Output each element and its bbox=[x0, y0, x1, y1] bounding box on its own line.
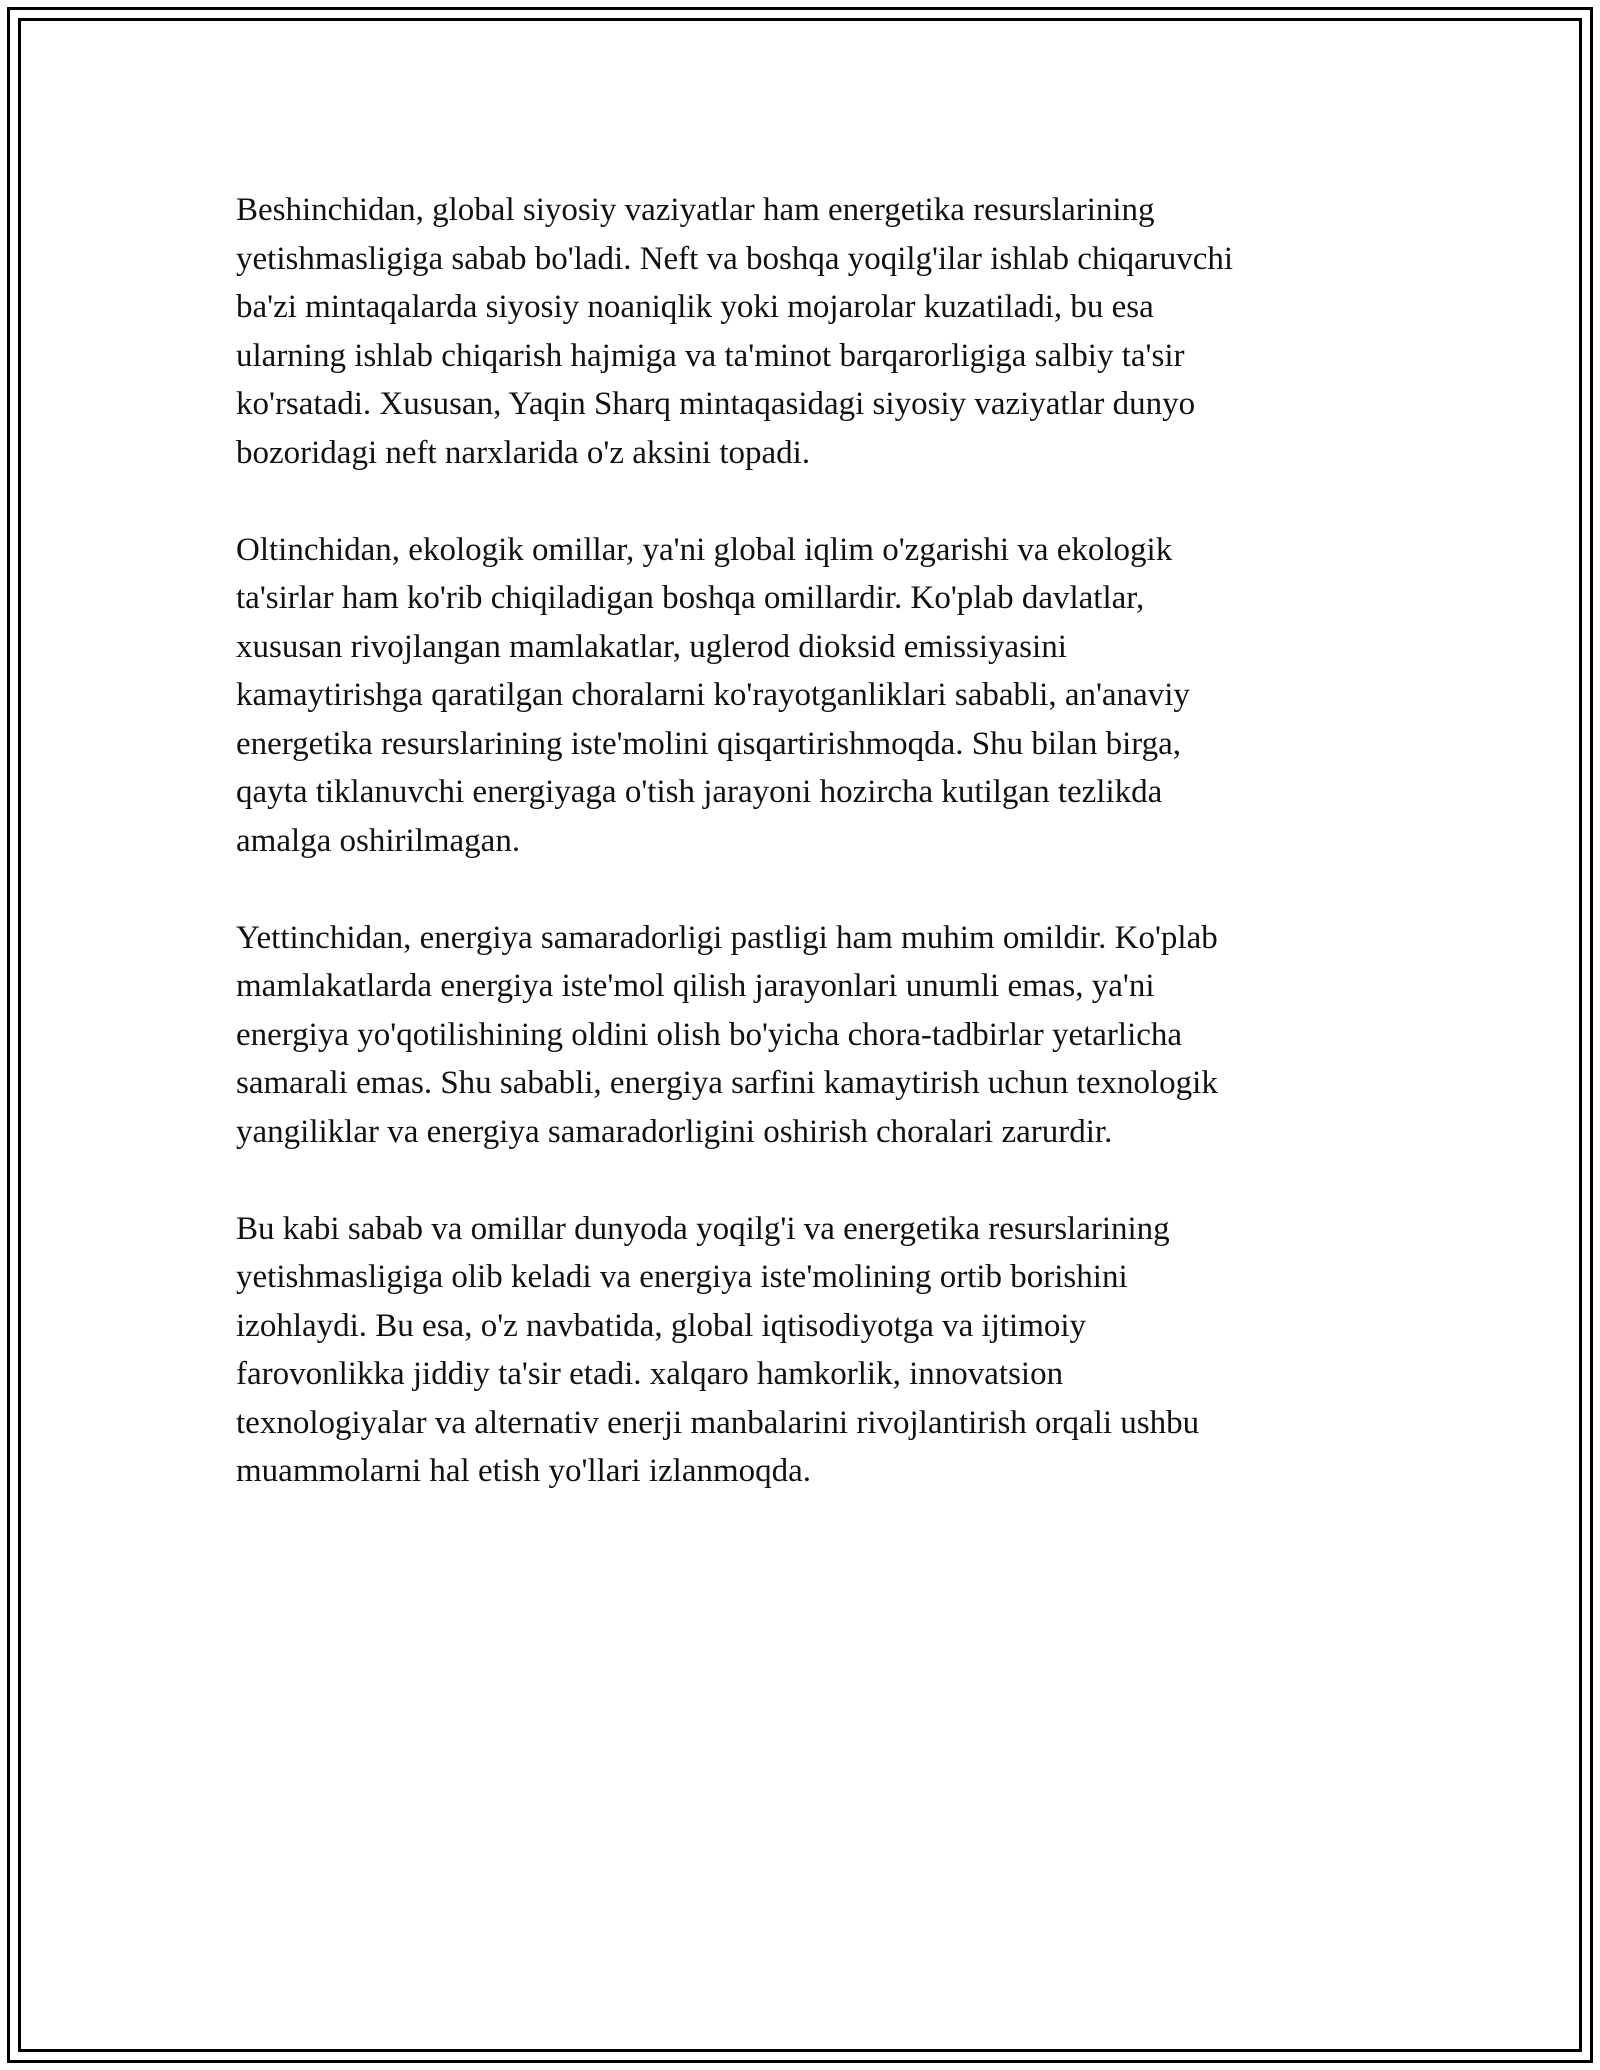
text-line: yangiliklar va energiya samaradorligini oshirish choralari zarurdir. bbox=[236, 1113, 1113, 1150]
paragraph-fifth-factor bbox=[236, 186, 1366, 477]
text-line: ko'rsatadi. Xususan, Yaqin Sharq mintaqasidagi siyosiy vaziyatlar dunyo bbox=[236, 386, 1196, 422]
paragraph-sixth-factor bbox=[236, 526, 1366, 866]
text-line: kamaytirishga qaratilgan choralarni ko'rayotganliklari sababli, an'anaviy bbox=[236, 677, 1190, 713]
text-line: Oltinchidan, ekologik omillar, ya'ni global iqlim o'zgarishi va ekologik bbox=[236, 531, 1173, 568]
text-line: amalga oshirilmagan. bbox=[236, 822, 521, 859]
text-line: muammolarni hal etish yo'llari izlanmoqda. bbox=[236, 1453, 812, 1489]
text-line: bozoridagi neft narxlarida o'z aksini topadi. bbox=[236, 434, 811, 471]
document-body bbox=[236, 186, 1366, 1544]
text-line: yetishmasligiga sabab bo'ladi. Neft va boshqa yoqilg'ilar ishlab chiqaruvchi bbox=[236, 240, 1234, 277]
text-line: Bu kabi sabab va omillar dunyoda yoqilg'i va energetika resurslarining bbox=[236, 1210, 1170, 1247]
paragraph-conclusion bbox=[236, 1205, 1366, 1496]
text-line: energiya yo'qotilishining oldini olish bo'yicha chora-tadbirlar yetarlicha bbox=[236, 1016, 1183, 1053]
text-line: mamlakatlarda energiya iste'mol qilish jarayonlari unumli emas, ya'ni bbox=[236, 968, 1155, 1004]
text-line: samarali emas. Shu sababli, energiya sarfini kamaytirish uchun texnologik bbox=[236, 1065, 1218, 1101]
text-line: ta'sirlar ham ko'rib chiqiladigan boshqa omillardir. Ko'plab davlatlar, bbox=[236, 580, 1145, 616]
text-line: xususan rivojlangan mamlakatlar, uglerod dioksid emissiyasini bbox=[236, 628, 1067, 665]
text-line: izohlaydi. Bu esa, o'z navbatida, global iqtisodiyotga va ijtimoiy bbox=[236, 1307, 1087, 1344]
text-line: yetishmasligiga olib keladi va energiya iste'molining ortib borishini bbox=[236, 1259, 1128, 1295]
text-line: qayta tiklanuvchi energiyaga o'tish jarayoni hozircha kutilgan tezlikda bbox=[236, 774, 1163, 810]
text-line: texnologiyalar va alternativ enerji manbalarini rivojlantirish orqali ushbu bbox=[236, 1404, 1200, 1441]
text-line: Beshinchidan, global siyosiy vaziyatlar ham energetika resurslarining bbox=[236, 192, 1155, 228]
text-line: energetika resurslarining iste'molini qisqartirishmoqda. Shu bilan birga, bbox=[236, 725, 1182, 762]
text-line: farovonlikka jiddiy ta'sir etadi. xalqaro hamkorlik, innovatsion bbox=[236, 1356, 1064, 1392]
text-line: ularning ishlab chiqarish hajmiga va ta'minot barqarorligiga salbiy ta'sir bbox=[236, 337, 1185, 374]
paragraph-seventh-factor bbox=[236, 914, 1366, 1157]
text-line: ba'zi mintaqalarda siyosiy noaniqlik yoki mojarolar kuzatiladi, bu esa bbox=[236, 289, 1154, 325]
text-line: Yettinchidan, energiya samaradorligi pastligi ham muhim omildir. Ko'plab bbox=[236, 919, 1218, 956]
